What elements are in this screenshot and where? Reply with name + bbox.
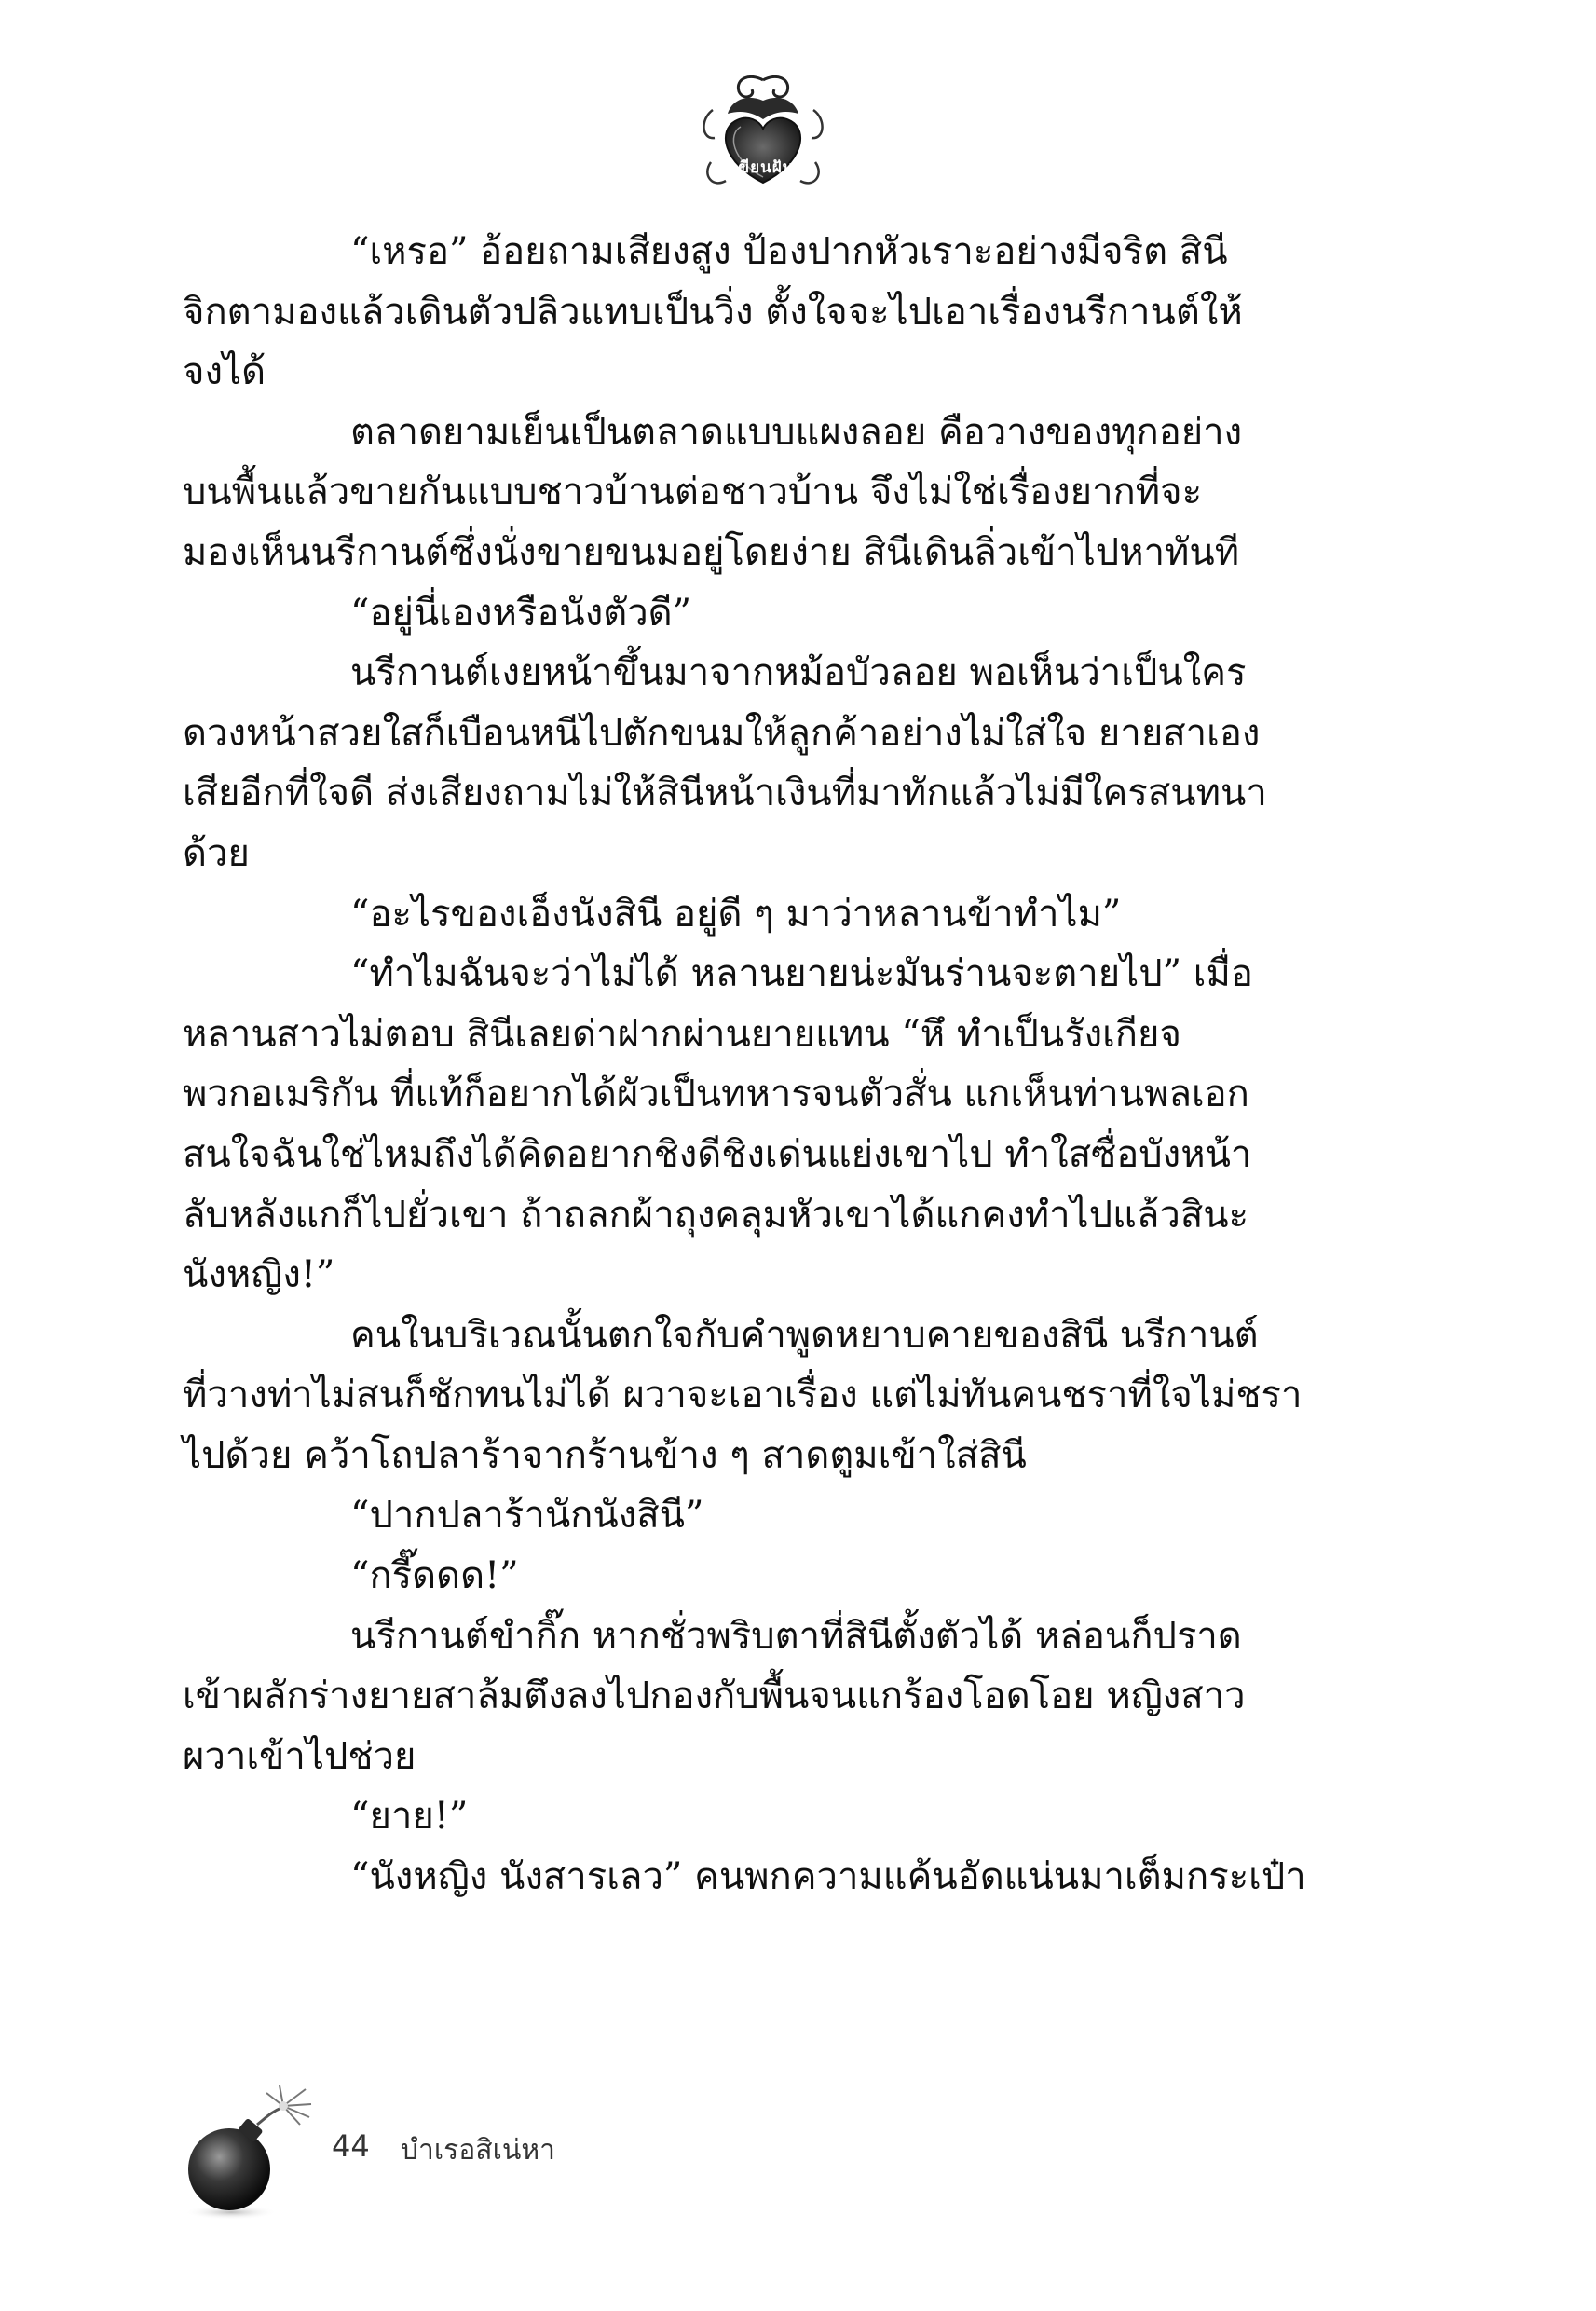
page-number: 44 [332,2128,370,2164]
bomb-icon [183,2084,332,2223]
paragraph: คนในบริเวณนั้นตกใจกับคำพูดหยาบคายของสินี นรีกานต์ ที่วางท่าไม่สนก็ชักทนไม่ได้ ผวาจะเอาเรื่อง แต่ไม่ทันคนชราที่ใจไม่ชรา ไปด้วย คว้าโถปลาร้าจากร้านข้าง ๆ สาดตูมเข้าใส่สินี [183,1313,1303,1477]
paragraph: ตลาดยามเย็นเป็นตลาดแบบแผงลอย คือวางของทุกอย่าง บนพื้นแล้วขายกันแบบชาวบ้านต่อชาวบ้าน จึงไม่ใช่เรื่องยากที่จะ มองเห็นนรีกานต์ซึ่งนั่งขายขนมอยู่โดยง่าย สินีเดินลิ่วเข้าไปหาทันที [183,410,1243,574]
page-footer [183,2084,835,2223]
paragraph: นรีกานต์ขำกิ๊ก หากชั่วพริบตาที่สินีตั้งตัวได้ หล่อนก็ปราด เข้าผลักร่างยายสาล้มตึงลงไปกองกับพื้นจนแกร้องโอดโอย หญิงสาว ผวาเข้าไปช่วย [183,1614,1246,1778]
header-logo [694,73,832,194]
story-text [183,222,1329,1908]
paragraph: “อยู่นี่เองหรือนังตัวดี” [350,591,692,635]
logo-text: เขียนฝัน [731,158,795,177]
paragraph: “ทำไมฉันจะว่าไม่ได้ หลานยายน่ะมันร่านจะตายไป” เมื่อ หลานสาวไม่ตอบ สินีเลยด่าฝากผ่านยายแทน “หึ ทำเป็นรังเกียจ พวกอเมริกัน ที่แท้ก็อยากได้ผัวเป็นทหารจนตัวสั่น แกเห็นท่านพลเอก สนใจฉันใช่ไหมถึงได้คิดอยากชิงดีชิงเด่นแย่งเขาไป ทำใสซื่อบังหน้า ลับหลังแกก็ไปยั่วเขา ถ้าถลกผ้าถุงคลุมหัวเขาได้แกคงทำไปแล้วสินะ นังหญิง!” [183,952,1253,1297]
paragraph: “ปากปลาร้านักนังสินี” [350,1494,704,1538]
book-title: บำเรอสิเน่หา [401,2134,555,2167]
paragraph: “นังหญิง นังสารเลว” คนพกความแค้นอัดแน่นมาเต็มกระเป๋า [350,1855,1306,1899]
paragraph: “อะไรของเอ็งนังสินี อยู่ดี ๆ มาว่าหลานข้าทำไม” [350,892,1122,936]
paragraph: “เหรอ” อ้อยถามเสียงสูง ป้องปากหัวเราะอย่างมีจริต สินี จิกตามองแล้วเดินตัวปลิวแทบเป็นวิ่ง ตั้งใจจะไปเอาเรื่องนรีกานต์ให้ จงได้ [183,230,1243,394]
paragraph: “กรี๊ดดด!” [350,1554,519,1598]
paragraph: นรีกานต์เงยหน้าขึ้นมาจากหม้อบัวลอย พอเห็นว่าเป็นใคร ดวงหน้าสวยใสก็เบือนหนีไปตักขนมให้ลูกค้าอย่างไม่ใส่ใจ ยายสาเอง เสียอีกที่ใจดี ส่งเสียงถามไม่ให้สินีหน้าเงินที่มาทักแล้วไม่มีใครสนทนา ด้วย [183,651,1267,875]
paragraph: “ยาย!” [350,1795,469,1839]
